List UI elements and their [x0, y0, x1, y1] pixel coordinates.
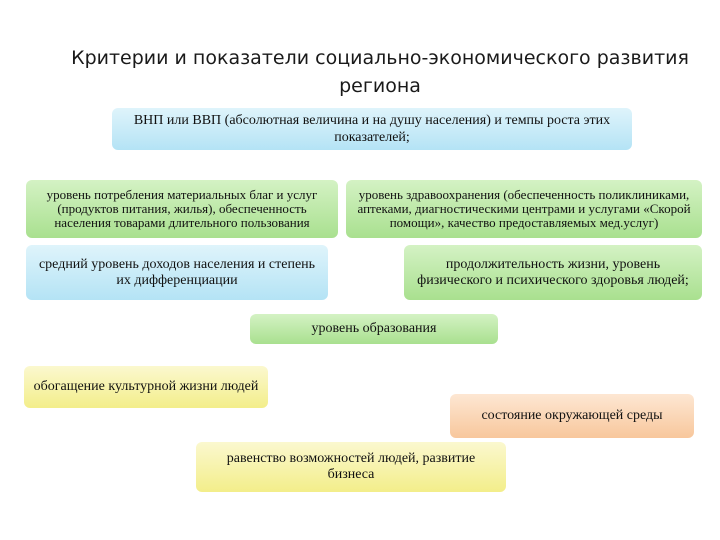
environment-text: состояние окружающей среды [481, 408, 663, 423]
life-box [404, 245, 702, 300]
healthcare-text: уровень здравоохранения (обеспеченность поликлиниками, аптеками, диагностическими центрами и услугами «Скорой помощи», качество предоставляемых мед.услуг) [357, 187, 691, 230]
consumption-box [26, 180, 338, 238]
equality-text: равенство возможностей людей, развитие бизнеса [226, 451, 476, 482]
environment-box [450, 394, 694, 438]
gnp-box [112, 108, 632, 150]
consumption-text: уровень потребления материальных благ и услуг (продуктов питания, жилья), обеспеченность населения товарами длительного пользования [46, 187, 318, 230]
education-box [250, 314, 498, 344]
healthcare-box [346, 180, 702, 238]
life-text: продолжительность жизни, уровень физического и психического здоровья людей; [417, 256, 689, 288]
education-text: уровень образования [311, 321, 437, 336]
culture-text: обогащение культурной жизни людей [33, 379, 259, 394]
income-box [26, 245, 328, 300]
income-text: средний уровень доходов населения и степень их дифференциации [38, 256, 316, 288]
equality-box [196, 442, 506, 492]
culture-box [24, 366, 268, 408]
gnp-text: ВНП или ВВП (абсолютная величина и на душу населения) и темпы роста этих показателей; [133, 113, 611, 145]
page-title: Критерии и показатели социально-экономического развития региона [71, 47, 689, 97]
